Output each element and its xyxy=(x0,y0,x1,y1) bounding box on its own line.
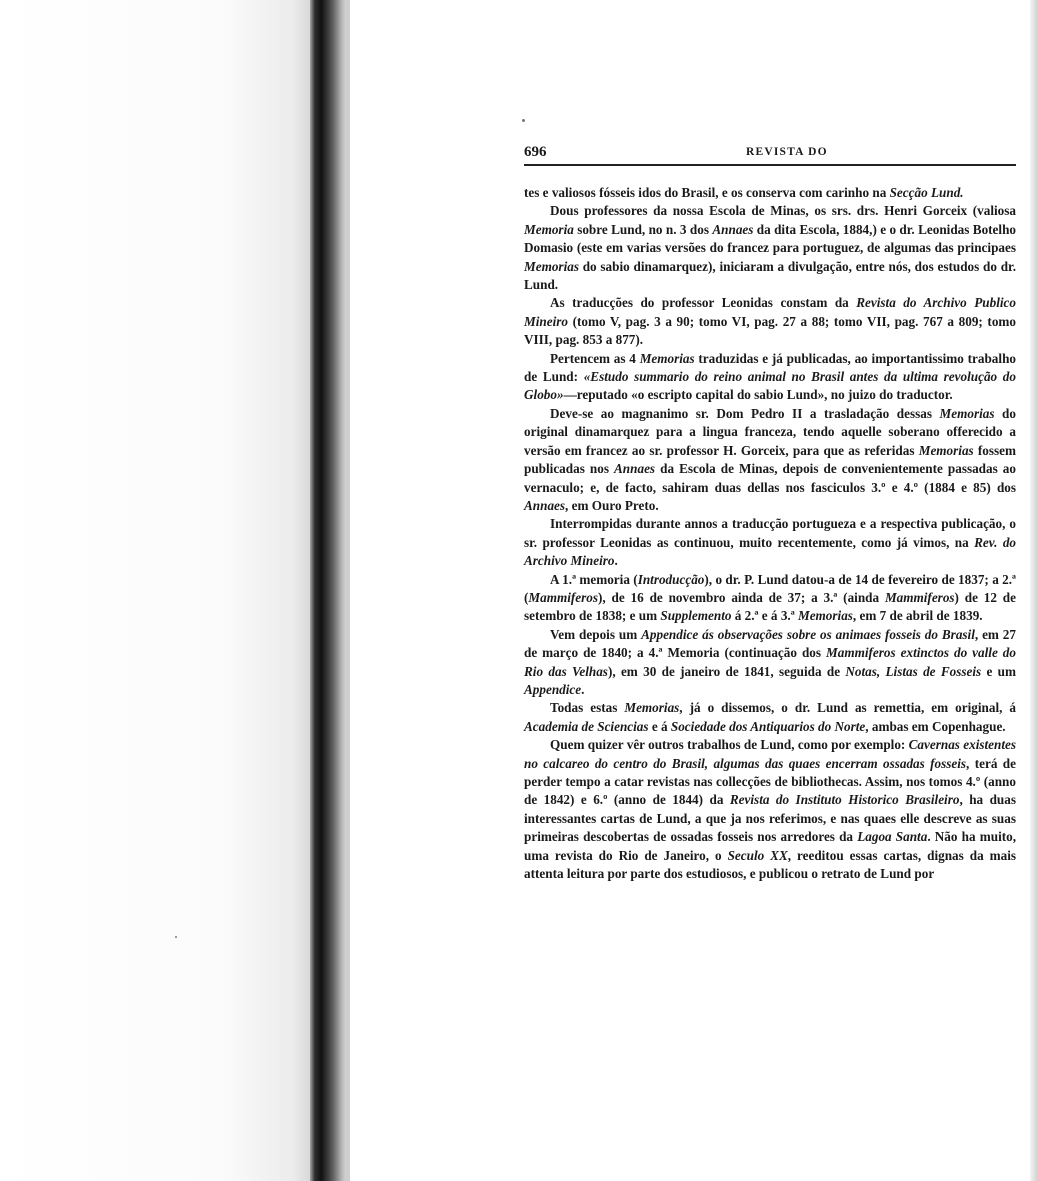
text-span: , em Ouro Preto. xyxy=(565,497,659,513)
text-span: da dita Escola, 1884,) e o dr. Leonidas Botelho Domasio (este em varias versões do francez para portuguez, de algumas das principaes xyxy=(524,221,1017,256)
page-number: 696 xyxy=(524,144,547,160)
text-span: ) de 12 de setembro de 1838; e um xyxy=(524,589,1016,624)
text-span: Pertencem as 4 xyxy=(550,350,640,366)
italic-span: Introducção xyxy=(637,571,705,587)
text-span: do sabio dinamarquez), iniciaram a divulgação, entre nós, dos estudos do dr. Lund. xyxy=(524,258,1016,293)
text-span: ), de 16 de novembro ainda de 37; a 3.ª (ainda xyxy=(598,589,885,605)
text-span: , em 27 de março de 1840; a 4.ª Memoria (continuação dos xyxy=(524,626,1016,661)
italic-span: «Estudo summario do reino animal no Brasil antes da ultima revolução do Globo» xyxy=(524,369,1016,403)
paragraph xyxy=(524,626,1016,700)
running-head: REVISTA DO xyxy=(746,146,828,158)
text-span: . xyxy=(614,553,618,569)
paragraph xyxy=(524,571,1016,626)
paragraph xyxy=(524,515,1016,570)
italic-span: Annaes xyxy=(614,461,656,477)
italic-span: Memorias xyxy=(939,405,995,421)
text-span: , em 7 de abril de 1839. xyxy=(852,608,983,624)
text-span: Dous professores da nossa Escola de Minas, os srs. drs. Henri Gorceix (valiosa xyxy=(550,203,1016,219)
paragraph xyxy=(524,405,1016,515)
italic-span: Mammiferos extinctos do valle do Rio das Velhas xyxy=(524,645,1016,679)
italic-span: Lagoa Santa xyxy=(857,829,928,845)
book-spine xyxy=(310,0,350,1181)
italic-span: Mammiferos xyxy=(884,589,955,605)
spine-crease xyxy=(346,0,350,1181)
text-span: , ha duas interessantes cartas de Lund, a que ja nos referimos, e nas quaes elle descreve as suas primeiras descobertas de ossadas fosseis nos arredores da xyxy=(524,792,1016,845)
italic-span: Memorias xyxy=(624,700,680,716)
italic-span: Memorias xyxy=(918,442,974,458)
text-span: do original dinamarquez para a lingua franceza, tendo aquelle soberano offerecido a versão em francez ao sr. professor H. Gorceix, para que as referidas xyxy=(524,405,1016,458)
italic-span: Rev. do Archivo Mineiro xyxy=(524,534,1017,569)
italic-span: Memorias xyxy=(797,608,853,624)
italic-span: Annaes xyxy=(712,221,754,237)
text-span: . xyxy=(581,681,585,697)
text-span: fossem publicadas nos xyxy=(524,442,1016,477)
paragraph xyxy=(524,184,1016,202)
paragraph xyxy=(524,294,1016,349)
italic-span: Supplemento xyxy=(660,608,732,624)
left-page-margin xyxy=(0,0,318,1181)
italic-span: Academia de Sciencias xyxy=(524,718,649,734)
text-span: —reputado «o escripto capital do sabio Lund», no juizo do traductor. xyxy=(563,387,953,403)
paragraph xyxy=(524,202,1016,294)
text-span: ), o dr. P. Lund datou-a de 14 de fevereiro de 1837; a 2.ª ( xyxy=(524,571,1017,605)
text-span: e um xyxy=(981,663,1016,679)
italic-span: Notas, Listas de Fosseis xyxy=(845,663,982,679)
italic-span: Revista do Archivo Publico Mineiro xyxy=(524,295,1016,329)
text-span: Vem depois um xyxy=(550,626,642,642)
paragraph xyxy=(524,699,1016,736)
italic-span: Sociedade dos Antiquarios do Norte xyxy=(670,718,866,734)
italic-span: Revista do Instituto Historico Brasileiro xyxy=(729,792,960,808)
text-span: , já o dissemos, o dr. Lund as remettia, em original, á xyxy=(679,700,1016,716)
italic-span: Memorias xyxy=(639,350,695,366)
page-edge xyxy=(1030,0,1038,1181)
text-span: traduzidas e já publicadas, ao importantissimo trabalho de Lund: xyxy=(524,350,1016,385)
text-span: , reeditou essas cartas, dignas da mais attenta leitura por parte dos estudiosos, e publicou o retrato de Lund por xyxy=(524,847,1017,882)
italic-span: Appendice ás observações sobre os animaes fosseis do Brasil xyxy=(641,626,975,642)
paper-speck xyxy=(522,119,525,122)
paragraph xyxy=(524,736,1016,883)
italic-span: Secção Lund. xyxy=(889,185,964,200)
text-span: A 1.ª memoria ( xyxy=(550,571,638,587)
text-span: . Não ha muito, uma revista do Rio de Janeiro, o xyxy=(524,829,1017,863)
italic-span: Annaes xyxy=(524,497,566,513)
text-span: sobre Lund, no n. 3 dos xyxy=(573,221,713,237)
book-page xyxy=(524,140,1016,883)
text-span: (tomo V, pag. 3 a 90; tomo VI, pag. 27 a 88; tomo VII, pag. 767 a 809; tomo VIII, pag. 853 a 877). xyxy=(524,313,1016,348)
page-header xyxy=(524,140,1016,166)
text-span: da Escola de Minas, depois de convenientemente passadas ao vernaculo; e, de facto, sahiram duas dellas nos fasciculos 3.º e 4.º (1884 e 85) dos xyxy=(524,461,1016,495)
italic-span: Memoria xyxy=(524,221,574,237)
italic-span: Memorias xyxy=(524,258,579,274)
italic-span: Seculo XX xyxy=(727,847,788,863)
text-span: , ambas em Copenhague. xyxy=(865,718,1006,734)
text-span: Deve-se ao magnanimo sr. Dom Pedro II a trasladação dessas xyxy=(550,405,940,421)
italic-span: Mammiferos xyxy=(528,589,599,605)
text-span: Todas estas xyxy=(550,700,625,716)
body-text xyxy=(524,184,1016,883)
italic-span: Cavernas existentes no calcareo do centro do Brasil, algumas das quaes encerram ossadas fosseis xyxy=(524,737,1016,771)
text-span: á 2.ª e á 3.ª xyxy=(731,608,798,624)
text-span: ), em 30 de janeiro de 1841, seguida de xyxy=(607,663,846,679)
text-span: e á xyxy=(648,718,671,734)
text-span: Quem quizer vêr outros trabalhos de Lund, como por exemplo: xyxy=(550,737,909,753)
text-span: , terá de perder tempo a catar revistas nas collecções de bibliothecas. Assim, nos tomos 4.º (anno de 1842) e 6.º (anno de 1844) da xyxy=(524,755,1016,808)
paragraph xyxy=(524,350,1016,405)
italic-span: Appendice xyxy=(524,681,582,697)
text-span: tes e valiosos fósseis idos do Brasil, e os conserva com carinho na xyxy=(524,185,890,200)
text-span: Interrompidas durante annos a traducção portugueza e a respectiva publicação, o sr. professor Leonidas as continuou, muito recentemente, como já vimos, na xyxy=(524,516,1016,550)
paper-speck xyxy=(175,936,177,938)
text-span: As traducções do professor Leonidas constam da xyxy=(550,295,857,311)
